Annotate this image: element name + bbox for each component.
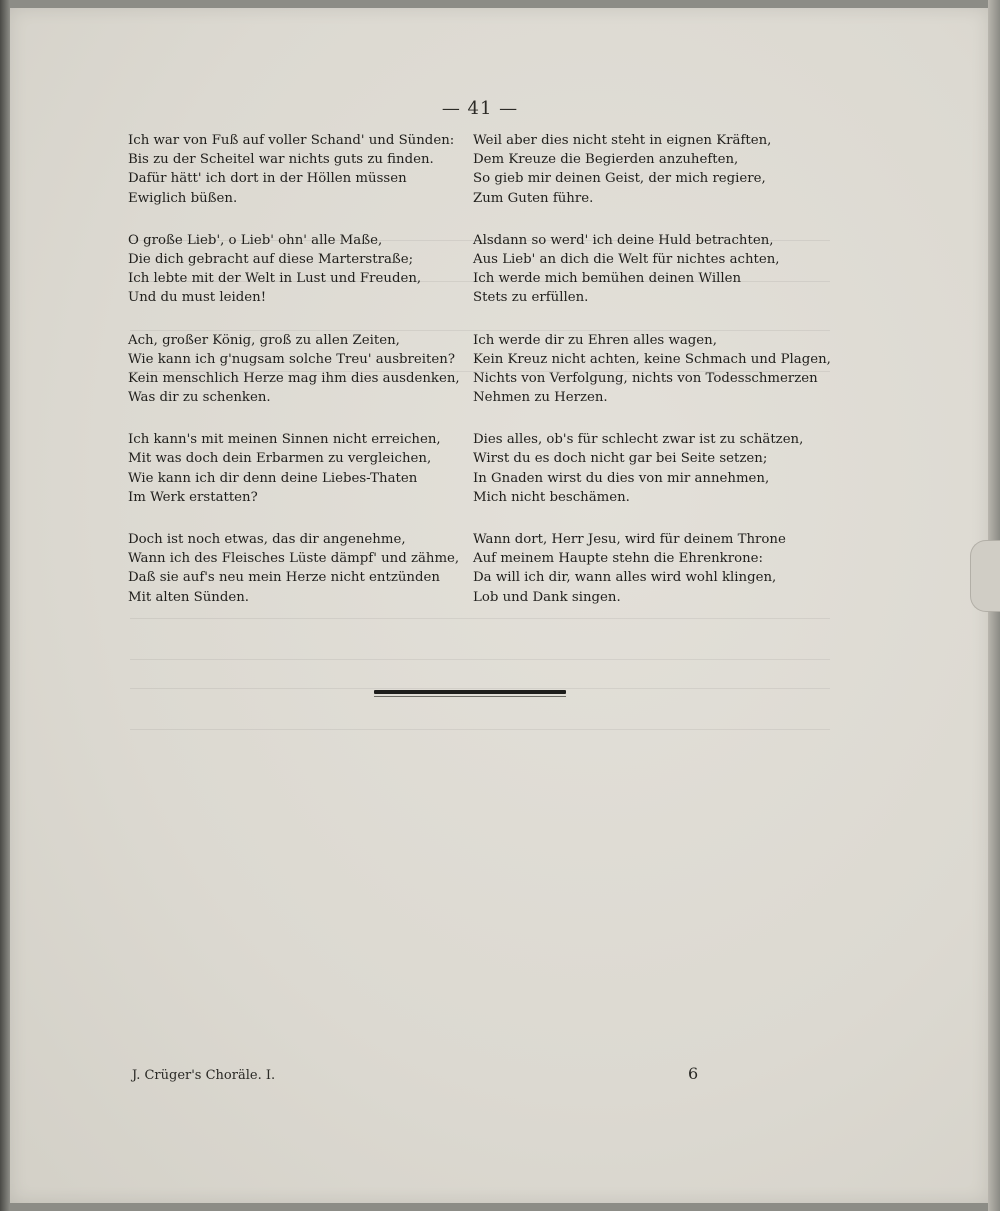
stanza — [473, 331, 833, 408]
section-divider-shadow — [374, 696, 566, 697]
verse-line: Weil aber dies nicht steht in eignen Kräften, — [473, 133, 772, 148]
stanza — [128, 131, 468, 208]
verse-line: Mit was doch dein Erbarmen zu vergleichen, — [128, 451, 432, 467]
verse-line: Alsdann so werd' ich deine Huld betrachten, — [473, 232, 774, 248]
verse-line: Auf meinem Haupte stehn die Ehrenkrone: — [473, 551, 763, 567]
verse-line: Da will ich dir, wann alles wird wohl klingen, — [473, 570, 777, 586]
verse-line: Nichts von Verfolgung, nichts von Todesschmerzen — [473, 370, 818, 386]
page-tab-marker — [970, 540, 1000, 612]
verse-line: Ach, großer König, groß zu allen Zeiten, — [128, 332, 400, 348]
stanza — [473, 231, 833, 308]
verse-line: Im Werk erstatten? — [128, 489, 258, 505]
verse-line: Wirst du es doch nicht gar bei Seite setzen; — [473, 451, 768, 467]
verse-line: Mich nicht beschämen. — [473, 489, 630, 505]
verse-line: Ich kann's mit meinen Sinnen nicht erreichen, — [128, 432, 441, 448]
left-column — [128, 131, 468, 630]
right-column — [473, 131, 833, 630]
verse-line: Dafür hätt' ich dort in der Höllen müssen — [128, 171, 407, 187]
stanza — [128, 231, 468, 308]
verse-line: Stets zu erfüllen. — [473, 290, 589, 306]
verse-line: Kein Kreuz nicht achten, keine Schmach und Plagen, — [473, 351, 831, 367]
page-number: — 41 — — [441, 98, 519, 119]
verse-line: Aus Lieb' an dich die Welt für nichtes achten, — [473, 251, 780, 267]
verse-line: Wann dort, Herr Jesu, wird für deinem Throne — [473, 532, 786, 547]
verse-line: Nehmen zu Herzen. — [473, 390, 608, 406]
footer-book-title: J. Crüger's Choräle. I. — [132, 1068, 276, 1083]
verse-line: Ich war von Fuß auf voller Schand' und Sünden: — [128, 133, 455, 148]
stanza — [128, 430, 468, 507]
verse-line: Lob und Dank singen. — [473, 589, 621, 605]
stanza — [473, 530, 833, 607]
verse-line: Doch ist noch etwas, das dir angenehme, — [128, 532, 406, 547]
verse-line: Kein menschlich Herze mag ihm dies ausdenken, — [128, 370, 460, 386]
verse-line: Ich werde dir zu Ehren alles wagen, — [473, 332, 717, 348]
book-spine-edge — [0, 0, 10, 1211]
stanza — [128, 530, 468, 607]
verse-line: So gieb mir deinen Geist, der mich regiere, — [473, 171, 766, 187]
verse-line: Ich lebte mit der Welt in Lust und Freuden, — [128, 271, 422, 287]
verse-line: Wie kann ich dir denn deine Liebes-Thaten — [128, 470, 418, 486]
footer-signature-mark: 6 — [688, 1064, 699, 1083]
verse-line: Wie kann ich g'nugsam solche Treu' ausbreiten? — [128, 351, 455, 367]
stanza — [473, 430, 833, 507]
verse-line: Dies alles, ob's für schlecht zwar ist zu schätzen, — [473, 432, 804, 448]
stanza — [473, 131, 833, 208]
verse-line: O große Lieb', o Lieb' ohn' alle Maße, — [128, 232, 383, 248]
verse-line: Zum Guten führe. — [473, 190, 594, 206]
verse-line: Ich werde mich bemühen deinen Willen — [473, 271, 742, 287]
verse-line: In Gnaden wirst du dies von mir annehmen, — [473, 470, 770, 486]
bleed-through-staff — [130, 688, 830, 730]
verse-line: Daß sie auf's neu mein Herze nicht entzünden — [128, 570, 440, 586]
verse-line: Was dir zu schenken. — [128, 390, 271, 406]
verse-line: Bis zu der Scheitel war nichts guts zu finden. — [128, 152, 434, 168]
verse-line: Mit alten Sünden. — [128, 589, 250, 605]
verse-line: Ewiglich büßen. — [128, 190, 238, 206]
verse-line: Die dich gebracht auf diese Marterstraße; — [128, 251, 414, 267]
verse-line: Dem Kreuze die Begierden anzuheften, — [473, 152, 739, 168]
verse-line: Wann ich des Fleisches Lüste dämpf' und zähme, — [128, 551, 460, 567]
verse-line: Und du must leiden! — [128, 290, 267, 306]
stanza — [128, 331, 468, 408]
section-divider — [374, 690, 566, 694]
